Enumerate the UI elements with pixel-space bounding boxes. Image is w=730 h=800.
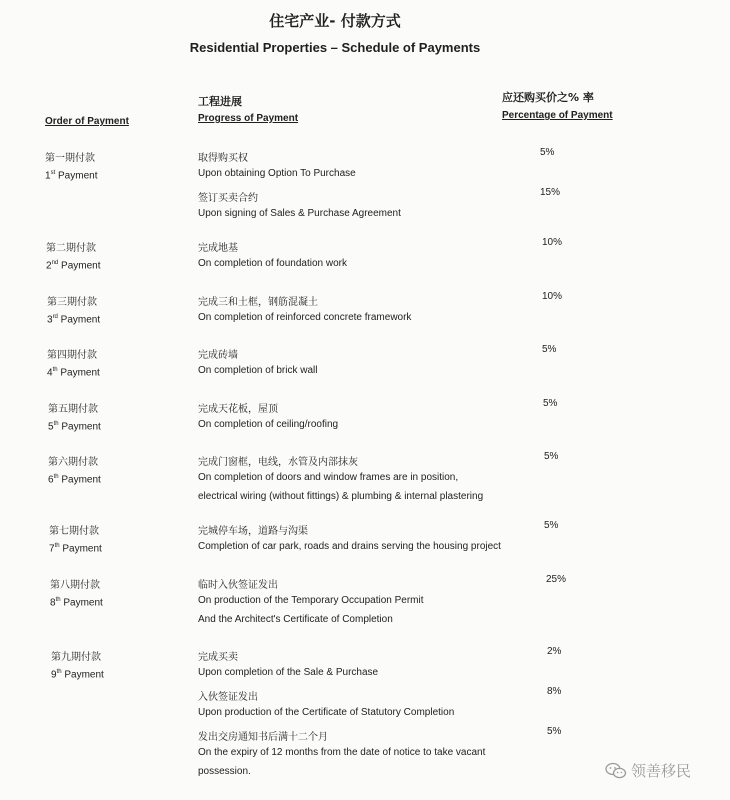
percentage-value: 10%: [542, 237, 563, 248]
order-label: Payment: [57, 314, 101, 326]
header-order-of-payment: Order of Payment: [45, 116, 129, 127]
progress-english: possession.: [198, 766, 251, 777]
order-chinese: 第一期付款: [45, 153, 95, 164]
progress-english: On completion of doors and window frames are in position,: [198, 472, 459, 483]
order-number: 8: [50, 597, 56, 609]
order-suffix: th: [53, 474, 59, 480]
progress-chinese: 完成砖墙: [198, 350, 238, 361]
order-chinese: 第四期付款: [47, 350, 97, 361]
order-english: [50, 597, 103, 608]
header-percentage-of-payment: Percentage of Payment: [502, 110, 613, 121]
progress-chinese: 完成三和土框，钢筋混凝土: [198, 297, 318, 308]
order-label: Payment: [59, 543, 102, 555]
order-number: 9: [51, 669, 57, 681]
order-suffix: th: [52, 367, 58, 373]
order-english: [45, 170, 97, 181]
order-english: [48, 474, 101, 485]
progress-chinese: 完城停车场，道路与沟渠: [198, 526, 308, 537]
title-chinese: 住宅产业- 付款方式: [269, 12, 401, 30]
progress-chinese: 签订买卖合约: [198, 193, 258, 204]
progress-chinese: 完成门窗框，电线，水管及内部抹灰: [198, 457, 358, 468]
percentage-value: 5%: [540, 147, 555, 158]
title-english: Residential Properties – Schedule of Payments: [189, 40, 481, 55]
order-label: Payment: [58, 421, 101, 433]
order-suffix: th: [55, 597, 61, 603]
progress-english: On completion of reinforced concrete framework: [198, 312, 412, 323]
percentage-value: 5%: [544, 520, 559, 531]
header-percentage-chinese: 应还购买价之% 率: [502, 91, 594, 104]
order-chinese: 第七期付款: [49, 526, 99, 537]
order-label: Payment: [58, 474, 101, 486]
percentage-value: 5%: [543, 398, 558, 409]
watermark: [605, 760, 691, 781]
header-progress-of-payment: Progress of Payment: [198, 113, 299, 124]
order-suffix: st: [50, 170, 56, 176]
order-chinese: 第九期付款: [51, 652, 101, 663]
progress-chinese: 完成天花板，屋顶: [198, 404, 278, 415]
order-number: 5: [48, 421, 54, 433]
percentage-value: 5%: [544, 451, 559, 462]
progress-english: On completion of foundation work: [198, 258, 347, 269]
order-chinese: 第三期付款: [47, 297, 97, 308]
progress-english: Upon completion of the Sale & Purchase: [198, 667, 379, 678]
header-progress-chinese: 工程进展: [198, 95, 242, 108]
progress-chinese: 完成买卖: [198, 652, 238, 663]
percentage-value: 15%: [540, 187, 561, 198]
order-english: [47, 367, 100, 378]
progress-english: On the expiry of 12 months from the date of notice to take vacant: [198, 747, 486, 758]
progress-english: On completion of brick wall: [198, 365, 318, 376]
order-number: 7: [49, 543, 55, 555]
order-label: Payment: [58, 260, 101, 272]
progress-english: Completion of car park, roads and drains serving the housing project: [198, 541, 501, 552]
progress-english: Upon signing of Sales & Purchase Agreement: [198, 208, 401, 219]
progress-english: On production of the Temporary Occupation Permit: [198, 595, 424, 606]
order-number: 1: [45, 170, 51, 182]
progress-english: Upon production of the Certificate of Statutory Completion: [198, 707, 455, 718]
order-suffix: rd: [52, 314, 58, 320]
wechat-icon: [605, 762, 627, 780]
order-chinese: 第八期付款: [50, 580, 100, 591]
order-label: Payment: [57, 367, 100, 379]
watermark-text: 领善移民: [631, 762, 692, 780]
percentage-value: 5%: [542, 344, 557, 355]
percentage-value: 10%: [542, 291, 563, 302]
progress-english: And the Architect's Certificate of Completion: [198, 614, 393, 625]
order-suffix: th: [53, 421, 59, 427]
progress-chinese: 取得购买权: [198, 153, 248, 164]
order-english: [49, 543, 102, 554]
order-number: 4: [47, 367, 53, 379]
order-english: [51, 669, 104, 680]
percentage-value: 8%: [547, 686, 562, 697]
progress-chinese: 临时入伙签证发出: [198, 580, 278, 591]
order-number: 6: [48, 474, 54, 486]
order-english: [47, 314, 100, 325]
order-suffix: nd: [51, 260, 59, 266]
progress-chinese: 入伙签证发出: [198, 692, 258, 703]
order-label: Payment: [61, 669, 104, 681]
order-chinese: 第二期付款: [46, 243, 96, 254]
order-english: [48, 421, 101, 432]
order-chinese: 第五期付款: [48, 404, 98, 415]
order-english: [46, 260, 101, 271]
order-suffix: th: [56, 669, 62, 675]
progress-english: Upon obtaining Option To Purchase: [198, 168, 356, 179]
order-label: Payment: [60, 597, 103, 609]
order-number: 2: [46, 260, 52, 272]
order-chinese: 第六期付款: [48, 457, 98, 468]
progress-chinese: 完成地基: [198, 243, 238, 254]
order-label: Payment: [55, 170, 98, 182]
percentage-value: 5%: [547, 726, 562, 737]
order-suffix: th: [54, 543, 60, 549]
progress-english: electrical wiring (without fittings) & plumbing & internal plastering: [198, 491, 484, 502]
progress-english: On completion of ceiling/roofing: [198, 419, 339, 430]
order-number: 3: [47, 314, 53, 326]
percentage-value: 2%: [547, 646, 562, 657]
percentage-value: 25%: [546, 574, 567, 585]
progress-chinese: 发出交房通知书后满十二个月: [198, 732, 328, 743]
